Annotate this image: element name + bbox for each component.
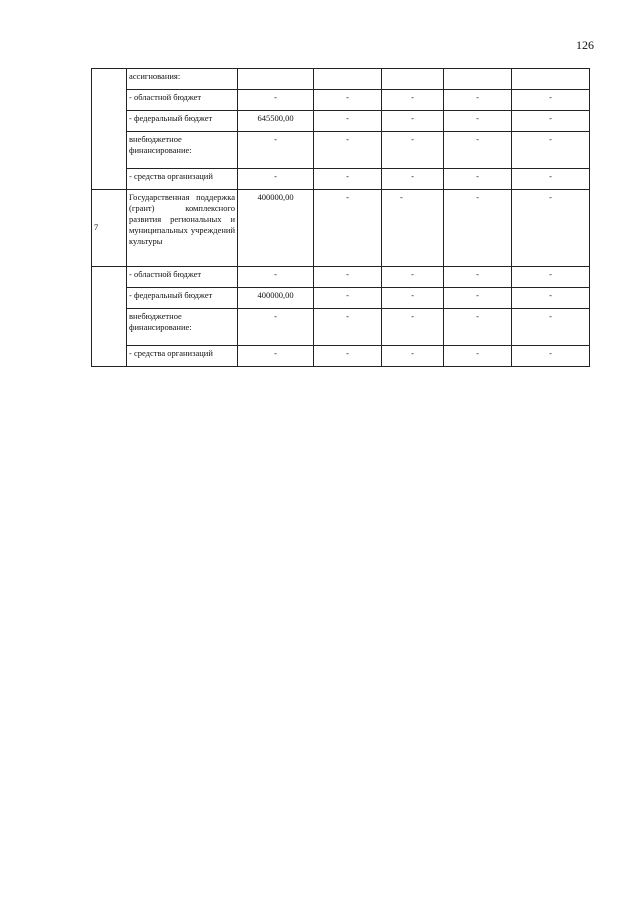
value-cell: - xyxy=(314,169,382,190)
value-cell: - xyxy=(238,309,314,346)
value-cell: - xyxy=(512,169,590,190)
value-cell: - xyxy=(314,90,382,111)
value-cell: - xyxy=(444,309,512,346)
table-row xyxy=(92,90,590,111)
value-cell: - xyxy=(444,132,512,169)
row-description: - федеральный бюджет xyxy=(127,288,238,309)
value-cell: 400000,00 xyxy=(238,288,314,309)
value-cell: - xyxy=(512,288,590,309)
value-cell: - xyxy=(314,288,382,309)
value-cell: - xyxy=(382,111,444,132)
row-description: - областной бюджет xyxy=(127,267,238,288)
budget-table xyxy=(91,68,590,367)
value-cell xyxy=(444,69,512,90)
table-row xyxy=(92,346,590,367)
value-cell: - xyxy=(314,132,382,169)
row-description: - федеральный бюджет xyxy=(127,111,238,132)
value-cell: 645500,00 xyxy=(238,111,314,132)
table-row xyxy=(92,69,590,90)
table-row xyxy=(92,288,590,309)
value-cell: - xyxy=(314,309,382,346)
value-cell xyxy=(382,69,444,90)
row-number-cell xyxy=(92,267,127,367)
value-cell: - xyxy=(238,346,314,367)
value-cell: - xyxy=(444,267,512,288)
value-cell: - xyxy=(382,288,444,309)
value-cell: - xyxy=(444,90,512,111)
value-cell: - xyxy=(382,90,444,111)
value-cell xyxy=(238,69,314,90)
row-description: Государственная поддержка (грант) комплексного развития региональных и муниципальных учреждений культуры xyxy=(127,190,238,267)
value-cell: - xyxy=(314,190,382,267)
value-cell: - xyxy=(444,346,512,367)
row-description: внебюджетное финансирование: xyxy=(127,309,238,346)
value-cell: - xyxy=(382,346,444,367)
value-cell: 400000,00 xyxy=(238,190,314,267)
table-row xyxy=(92,267,590,288)
value-cell: - xyxy=(238,132,314,169)
value-cell: - xyxy=(238,90,314,111)
table-row xyxy=(92,111,590,132)
value-cell: - xyxy=(382,169,444,190)
value-cell: - xyxy=(444,288,512,309)
value-cell: - xyxy=(238,267,314,288)
row-number: 7 xyxy=(92,190,127,267)
row-description: - средства организаций xyxy=(127,346,238,367)
row-number-cell xyxy=(92,69,127,190)
value-cell: - xyxy=(314,346,382,367)
row-description: ассигнования: xyxy=(127,69,238,90)
row-description: внебюджетное финансирование: xyxy=(127,132,238,169)
value-cell: - xyxy=(512,190,590,267)
table-row xyxy=(92,309,590,346)
table-row xyxy=(92,169,590,190)
value-cell: - xyxy=(314,111,382,132)
value-cell: - xyxy=(512,90,590,111)
row-description: - средства организаций xyxy=(127,169,238,190)
value-cell: - xyxy=(512,267,590,288)
value-cell: - xyxy=(382,309,444,346)
value-cell: - xyxy=(444,169,512,190)
value-cell: - xyxy=(382,267,444,288)
value-cell: - xyxy=(512,132,590,169)
table-row xyxy=(92,132,590,169)
value-cell: - xyxy=(512,346,590,367)
value-cell: - xyxy=(382,132,444,169)
value-cell: - xyxy=(512,111,590,132)
table-row xyxy=(92,190,590,267)
page-number: 126 xyxy=(576,38,594,52)
value-cell: - xyxy=(444,111,512,132)
row-description: - областной бюджет xyxy=(127,90,238,111)
value-cell: - xyxy=(382,190,444,267)
value-cell: - xyxy=(238,169,314,190)
value-cell: - xyxy=(314,267,382,288)
value-cell: - xyxy=(512,309,590,346)
value-cell xyxy=(512,69,590,90)
value-cell: - xyxy=(444,190,512,267)
value-cell xyxy=(314,69,382,90)
